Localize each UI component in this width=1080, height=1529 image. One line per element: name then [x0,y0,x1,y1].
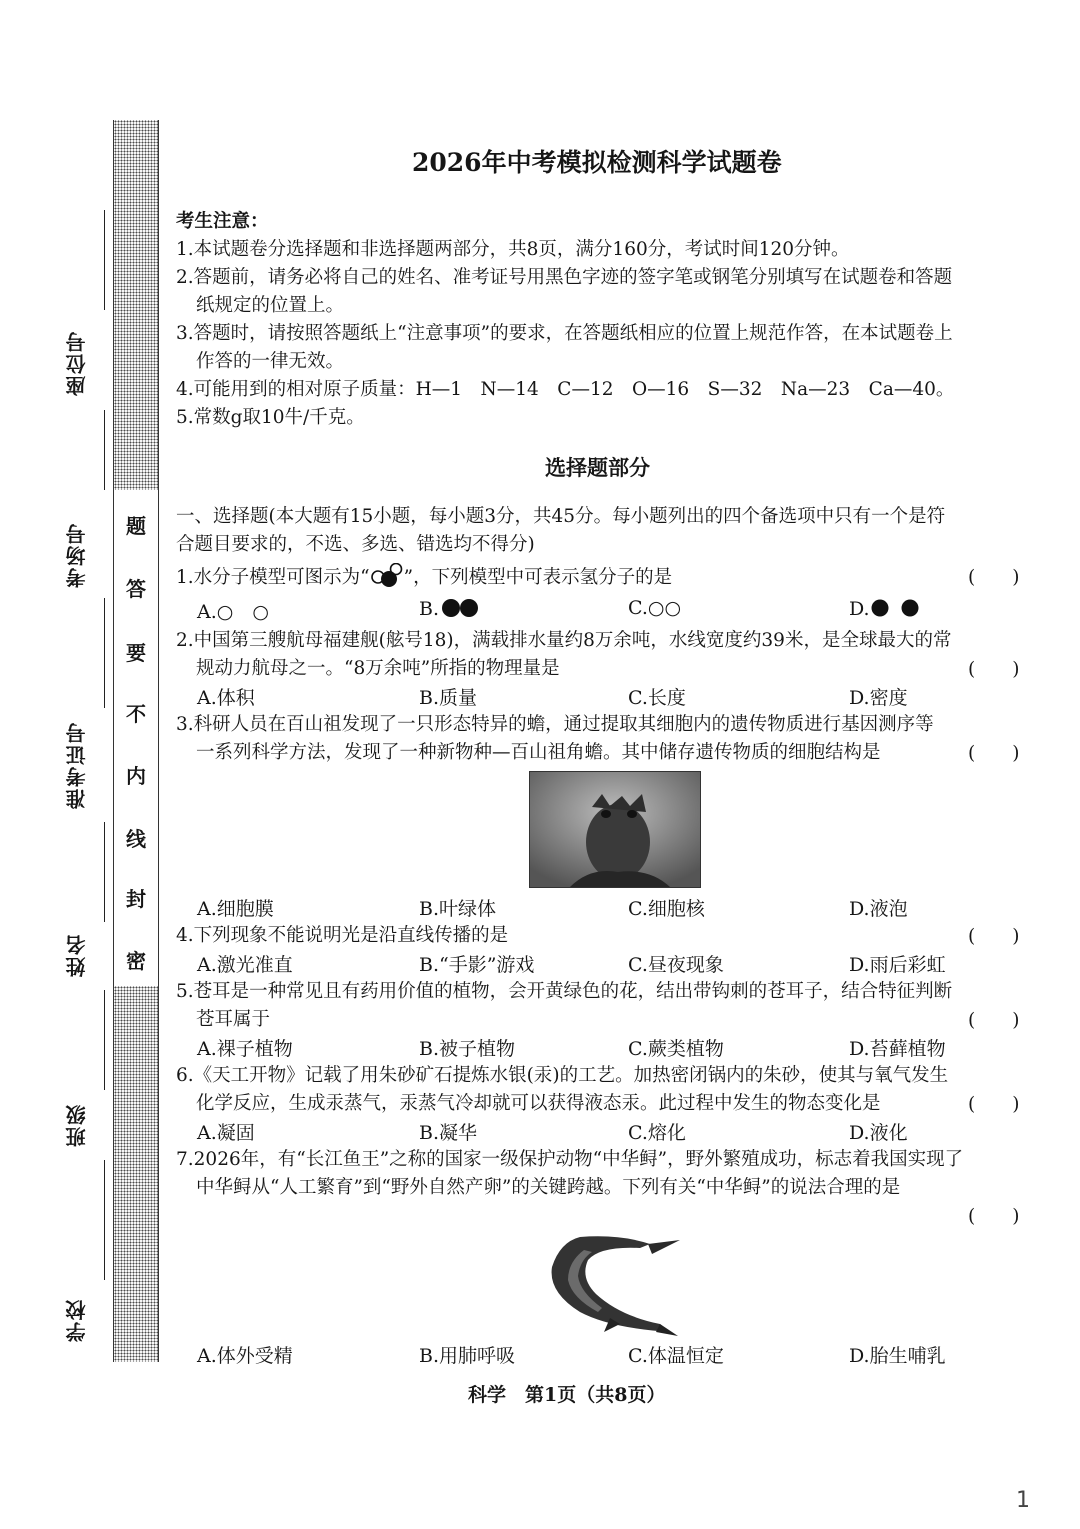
option-a: A.体积 [197,687,255,709]
page-footer: 科学 第1页（共8页） [468,1384,666,1406]
option-d: D.苔藓植物 [849,1038,946,1060]
two-black-atoms-icon [439,597,483,619]
option-d: D.胎生哺乳 [849,1345,946,1367]
option-c: C.○○ [628,597,682,619]
seat-number-label: 座位号 [65,330,89,396]
question-1-text: 1.水分子模型可图示为“ [176,567,370,588]
notice-item: 2.答题前，请务必将自己的姓名、准考证号用黑色字迹的签字笔或钢笔分别填写在试题卷和答题 [176,267,953,288]
answer-blank: ( ) [968,1094,1020,1115]
question-5-line: 5.苍耳是一种常见且有药用价值的植物，会开黄绿色的花，结出带钩刺的苍耳子，结合特征判断 [176,981,953,1002]
seal-char: 封 [126,887,146,911]
two-separate-black-atoms-icon [870,597,922,619]
option-a: A.○ ○ [197,601,269,623]
question-5-line: 苍耳属于 [196,1009,271,1030]
option-d [849,597,922,620]
admission-number-label: 准考证号 [65,721,89,809]
toad-image [530,772,700,887]
question-7-line: 中华鲟从“人工繁育”到“野外自然产卵”的关键跨越。下列有关“中华鲟”的说法合理的是 [196,1177,901,1198]
option-b: B.质量 [419,687,478,709]
answer-blank: ( ) [968,743,1020,764]
seal-char: 内 [126,764,146,788]
seal-char: 密 [126,949,146,973]
question-7-line: 7.2026年，有“长江鱼王”之称的国家一级保护动物“中华鲟”，野外繁殖成功，标志着我国实现了 [176,1149,964,1170]
notice-item: 作答的一律无效。 [196,351,345,372]
option-d: D.雨后彩虹 [849,954,946,976]
notice-item: 1.本试题卷分选择题和非选择题两部分，共8页，满分160分，考试时间120分钟。 [176,239,850,260]
question-6-line: 化学反应，生成汞蒸气，汞蒸气冷却就可以获得液态汞。此过程中发生的物态变化是 [196,1093,881,1114]
seal-char: 线 [126,827,146,851]
exam-room-blank [104,598,105,708]
question-3-line: 一系列科学方法，发现了一种新物种—百山祖角蟾。其中储存遗传物质的细胞结构是 [196,742,881,763]
option-c: C.熔化 [628,1122,686,1144]
answer-blank: ( ) [968,926,1020,947]
question-6-line: 6.《天工开物》记载了用朱砂矿石提炼水银(汞)的工艺。加热密闭锅内的朱砂，使其与氧气发生 [176,1065,949,1086]
option-b: B.叶绿体 [419,898,497,920]
answer-blank: ( ) [968,1206,1020,1227]
blank-line [104,410,105,490]
section-intro: 合题目要求的，不选、多选、错选均不得分) [176,534,535,555]
question-4-line: 4.下列现象不能说明光是沿直线传播的是 [176,925,509,946]
page-number: 1 [1016,1488,1030,1513]
option-a: A.细胞膜 [197,898,274,920]
seat-number-blank [104,210,105,310]
water-molecule-icon [370,563,404,587]
option-a: A.裸子植物 [197,1038,293,1060]
notice-item: 4.可能用到的相对原子质量：H—1 N—14 C—12 O—16 S—32 Na—23 Ca—40。 [176,379,955,400]
notice-heading: 考生注意： [176,211,269,232]
name-label: 姓名 [65,933,89,977]
option-a: A.激光准直 [197,954,293,976]
option-d: D.液化 [849,1122,908,1144]
notice-item: 3.答题时，请按照答题纸上“注意事项”的要求，在答题纸相应的位置上规范作答，在本试题卷上 [176,323,953,344]
option-b: B.“手影”游戏 [419,954,535,976]
class-label: 班级 [65,1103,89,1147]
question-1-stem [176,563,672,592]
option-b-label: B. [419,598,440,620]
section-intro: 一、选择题(本大题有15小题，每小题3分，共45分。每小题列出的四个备选项中只有一个是符 [176,506,946,527]
seal-char: 答 [126,577,146,601]
question-2-line: 规动力航母之一。“8万余吨”所指的物理量是 [196,658,560,679]
option-d: D.液泡 [849,898,908,920]
seal-char: 题 [126,514,146,538]
answer-blank: ( ) [968,567,1020,588]
option-b: B.被子植物 [419,1038,516,1060]
option-c: C.体温恒定 [628,1345,724,1367]
answer-blank: ( ) [968,1010,1020,1031]
sturgeon-image [540,1232,680,1337]
seal-char: 要 [126,641,146,665]
toad-photo [529,771,701,888]
notice-item: 纸规定的位置上。 [196,295,345,316]
exam-title: 2026年中考模拟检测科学试题卷 [412,148,782,177]
answer-blank: ( ) [968,659,1020,680]
sturgeon-icon [540,1232,680,1337]
section-title: 选择题部分 [545,455,650,480]
option-a: A.凝固 [197,1122,255,1144]
seal-char: 不 [126,702,146,726]
option-c: C.昼夜现象 [628,954,724,976]
exam-room-label: 考场号 [65,522,89,588]
question-3-line: 3.科研人员在百山祖发现了一只形态特异的蟾，通过提取其细胞内的遗传物质进行基因测序等 [176,714,934,735]
option-d: D.密度 [849,687,908,709]
option-b [419,597,483,620]
option-c: C.长度 [628,687,686,709]
binding-strip-top [113,120,159,490]
option-a: A.体外受精 [197,1345,293,1367]
option-c: C.蕨类植物 [628,1038,724,1060]
question-1-text: ”，下列模型中可表示氢分子的是 [403,567,673,588]
option-c: C.细胞核 [628,898,705,920]
admission-number-blank [104,822,105,922]
class-blank [104,1160,105,1280]
question-2-line: 2.中国第三艘航母福建舰(舷号18)，满载排水量约8万余吨，水线宽度约39米，是全球最大的常 [176,630,952,651]
name-blank [104,990,105,1090]
school-label: 学校 [65,1298,89,1342]
option-b: B.用肺呼吸 [419,1345,516,1367]
notice-item: 5.常数g取10牛/千克。 [176,407,365,428]
option-b: B.凝华 [419,1122,478,1144]
option-d-label: D. [849,598,870,620]
